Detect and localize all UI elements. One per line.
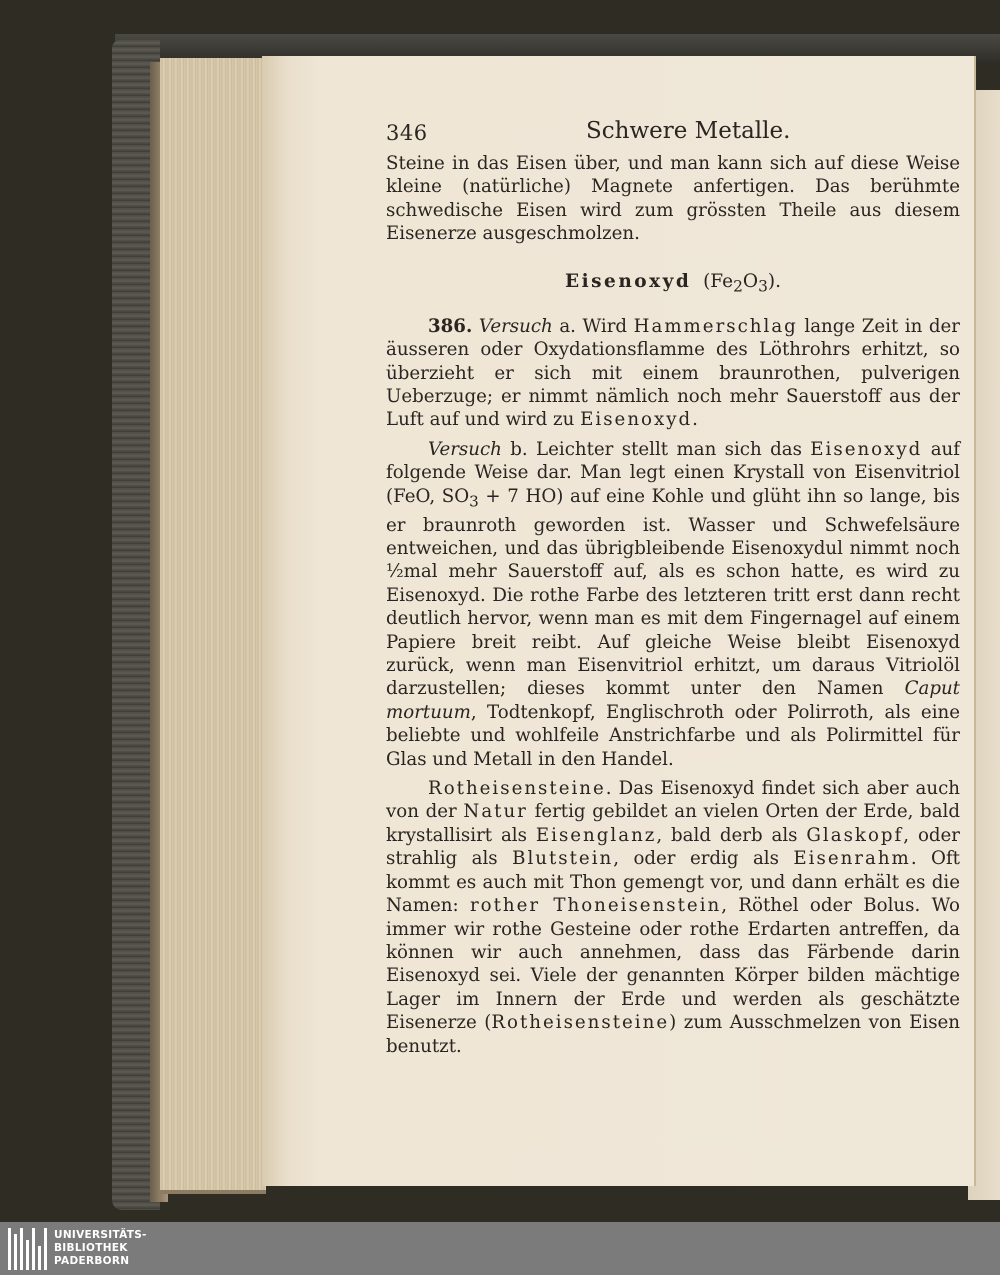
page-text bbox=[386, 118, 960, 1058]
text-run: + 7 HO) auf eine Kohle und glüht ihn so lange, bis er braunroth geworden ist. Wasser und Schwefelsäure entweichen, und das übrigbleibende Eisenoxydul nimmt noch ½mal mehr Sauerstoff auf, als es schon hatte, es wird zu Eisenoxyd. Die rothe Farbe des letzteren tritt erst dann recht deutlich hervor, wenn man es mit dem Fingernagel auf einem Papiere breit reibt. Auf gleiche Weise bleibt Eisenoxyd zurück, wenn man Eisenvitriol erhitzt, um daraus Vitriolöl darzustellen; dieses kommt unter den Namen bbox=[386, 485, 960, 700]
spaced-term: Eisenglanz bbox=[535, 824, 657, 846]
text-run: ) zum Ausschmelzen von Eisen benutzt. bbox=[386, 1012, 961, 1057]
spaced-term: Eisenoxyd bbox=[580, 409, 693, 431]
formula-subscript: 2 bbox=[733, 277, 743, 296]
spaced-term: Glaskopf bbox=[806, 824, 904, 846]
spaced-term: Rotheisensteine bbox=[491, 1012, 670, 1034]
text-run: . Oft kommt es auch mit Thon gemengt vor, und dann erhält es die Namen: bbox=[386, 848, 960, 917]
section-title-text: Eisenoxyd bbox=[565, 270, 692, 292]
library-logo-icon bbox=[8, 1228, 48, 1270]
spaced-term: Hammerschlag bbox=[633, 315, 798, 337]
paragraph-versuch-b bbox=[386, 438, 960, 771]
text-run: b. Leichter stellt man sich das bbox=[501, 438, 811, 460]
text-run: auf folgende Weise dar. Man legt einen Krystall von Eisenvitriol (FeO, SO bbox=[386, 438, 960, 507]
section-title bbox=[386, 270, 960, 299]
spaced-term: Blutstein bbox=[512, 848, 614, 870]
text-run: , Todtenkopf, Englischroth oder Polirroth, als eine beliebte und wohlfeile Anstrichfarbe und als Polirmittel für Glas und Metall in den Handel. bbox=[386, 701, 960, 770]
versuch-label: Versuch bbox=[478, 315, 553, 337]
text-run: lange Zeit in der äusseren oder Oxydationsflamme des Löthrohrs erhitzt, so überzieht er sich mit einem braunrothen, pulverigen Ueberzuge; er nimmt nämlich noch mehr Sauerstoff aus der Luft auf und wird zu bbox=[386, 315, 961, 431]
logo-bar bbox=[38, 1246, 41, 1270]
text-run: . bbox=[692, 409, 698, 431]
library-logo-text bbox=[54, 1229, 147, 1268]
text-run: , oder erdig als bbox=[613, 848, 794, 870]
logo-bar bbox=[14, 1234, 17, 1270]
text-run: , bald derb als bbox=[656, 824, 807, 846]
library-footer bbox=[0, 1222, 1000, 1275]
logo-bar bbox=[32, 1228, 35, 1270]
page-stack bbox=[160, 58, 266, 1194]
text-run: fertig gebildet an vielen Orten der Erde, bald krystallisirt als bbox=[386, 801, 960, 846]
logo-line: PADERBORN bbox=[54, 1255, 130, 1267]
logo-bar bbox=[20, 1228, 23, 1270]
formula-subscript: 3 bbox=[758, 277, 768, 296]
versuch-label: Versuch bbox=[428, 438, 502, 460]
paragraph-1: Steine in das Eisen über, und man kann sich auf diese Weise kleine (natürliche) Magnete anfertigen. Das berühmte schwedische Eisen wird zum grössten Theile aus diesem Eisenerze ausgeschmolzen. bbox=[386, 153, 960, 245]
spaced-term: Rotheisensteine bbox=[428, 778, 606, 800]
page-header bbox=[386, 118, 960, 152]
logo-line: UNIVERSITÄTS- bbox=[54, 1229, 147, 1241]
logo-bar bbox=[44, 1228, 47, 1270]
formula-part: (Fe bbox=[703, 270, 734, 292]
spaced-term: Eisenoxyd bbox=[810, 438, 923, 460]
logo-bar bbox=[26, 1240, 29, 1270]
spaced-term: Natur bbox=[463, 801, 528, 823]
formula-part: O bbox=[742, 270, 759, 292]
spaced-term: rother Thoneisenstein bbox=[469, 895, 722, 917]
formula-part: ). bbox=[767, 270, 781, 292]
text-run: . Das Eisenoxyd findet sich aber auch von der bbox=[386, 778, 960, 823]
formula-subscript: 3 bbox=[469, 492, 479, 511]
text-run: , oder strahlig als bbox=[386, 824, 961, 870]
italic-term: Caput mortuum bbox=[386, 678, 960, 723]
running-head: Schwere Metalle. bbox=[586, 118, 791, 144]
page-number: 346 bbox=[386, 121, 428, 145]
text-run: , Röthel oder Bolus. Wo immer wir rothe Gesteine oder rothe Erdarten antreffen, da können wir auch annehmen, dass das Färbende darin Eisenoxyd sei. Viele der genannten Körper bilden mächtige Lager im Innern der Erde und werden als geschätzte Eisenerze ( bbox=[386, 895, 960, 1034]
section-formula bbox=[703, 270, 781, 296]
paragraph-rotheisensteine bbox=[386, 777, 960, 1058]
logo-line: BIBLIOTHEK bbox=[54, 1242, 128, 1254]
text-run: a. Wird bbox=[552, 315, 634, 337]
paragraph-386 bbox=[386, 315, 960, 432]
paragraph-number: 386. bbox=[428, 315, 473, 337]
spaced-term: Eisenrahm bbox=[793, 848, 911, 870]
logo-bar bbox=[8, 1228, 11, 1270]
